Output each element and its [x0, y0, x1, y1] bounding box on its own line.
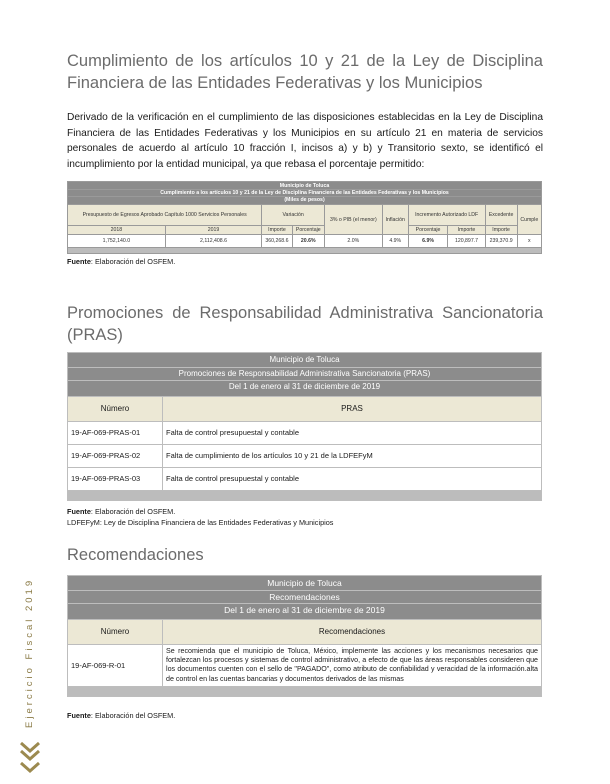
- section-title-pras: Promociones de Responsabilidad Administrativa Sancionatoria (PRAS): [67, 304, 543, 344]
- source-note-3: [67, 711, 175, 720]
- pras-table: [67, 352, 542, 501]
- col-variacion: Variación: [262, 205, 325, 226]
- pras-numero: 19-AF-069-PRAS-03: [68, 467, 163, 490]
- cell-2018: 1,752,140.0: [68, 235, 166, 248]
- pras-texto: Falta de cumplimiento de los artículos 10 y 21 de la LDFEFyM: [163, 444, 542, 467]
- recomendaciones-table: [67, 575, 542, 697]
- col-numero: Número: [68, 396, 163, 421]
- source-label: Fuente: [67, 711, 91, 720]
- source-label: Fuente: [67, 257, 91, 266]
- source-label: Fuente: [67, 507, 91, 516]
- col-excedente: Excedente: [485, 205, 517, 226]
- table-footer-bar: [68, 687, 542, 697]
- chevron-down-icon: [19, 740, 41, 762]
- col-cumple: Cumple: [517, 205, 541, 235]
- table-footer-bar: [68, 490, 542, 500]
- pras-numero: 19-AF-069-PRAS-02: [68, 444, 163, 467]
- col-numero: Número: [68, 619, 163, 644]
- pras-texto: Falta de control presupuestal y contable: [163, 467, 542, 490]
- cell-cumple: x: [517, 235, 541, 248]
- col-var-importe: Importe: [262, 226, 292, 235]
- col-pib: 3% o PIB (el menor): [324, 205, 382, 235]
- cell-excedente: 239,370.9: [485, 235, 517, 248]
- cell-inc-importe: 120,897.7: [448, 235, 485, 248]
- table-title: Municipio de Toluca: [68, 576, 542, 591]
- chevron-down-icon: [19, 760, 41, 782]
- cell-var-importe: 360,268.6: [262, 235, 292, 248]
- abbreviation-note: LDFEFyM: Ley de Disciplina Financiera de las Entidades Federativas y Municipios: [67, 518, 334, 527]
- source-note-1: [67, 257, 175, 266]
- col-var-porcentaje: Porcentaje: [292, 226, 324, 235]
- table-period: Del 1 de enero al 31 de diciembre de 2019: [68, 381, 542, 397]
- cell-pib: 2.0%: [324, 235, 382, 248]
- source-note-2: [67, 507, 175, 516]
- source-text: : Elaboración del OSFEM.: [90, 711, 176, 720]
- pras-texto: Falta de control presupuestal y contable: [163, 421, 542, 444]
- col-inc-importe: Importe: [448, 226, 485, 235]
- cell-var-pct: 20.6%: [292, 235, 324, 248]
- fiscal-year-vertical-label: Ejercicio Fiscal 2019: [24, 577, 35, 728]
- table-period: Del 1 de enero al 31 de diciembre de 2019: [68, 604, 542, 620]
- table-subtitle: Promociones de Responsabilidad Administrativa Sancionatoria (PRAS): [68, 367, 542, 381]
- source-text: : Elaboración del OSFEM.: [90, 257, 176, 266]
- col-presupuesto: Presupuesto de Egresos Aprobado Capítulo 1000 Servicios Personales: [68, 205, 262, 226]
- cell-2019: 2,112,408.6: [165, 235, 262, 248]
- col-inflacion: Inflación: [382, 205, 408, 235]
- cell-inc-pct: 6.9%: [408, 235, 448, 248]
- rec-texto: Se recomienda que el municipio de Toluca, México, implemente las acciones y los mecanismos necesarios que fortalezcan los procesos y sistemas de control administrativo, a efecto de que las áreas responsables consideren que los documentos cuenten con el sello de "PAGADO", como atributo de confiabilidad y veracidad de la información.alta de control en las cuentas bancarias y documentos derivados de las mismas: [163, 644, 542, 687]
- table-title: Municipio de Toluca: [68, 353, 542, 368]
- table-subtitle: Cumplimiento a los artículos 10 y 21 de la Ley de Disciplina Financiera de las Entidades Federativas y los Municipios: [68, 190, 542, 197]
- table-subtitle: Recomendaciones: [68, 590, 542, 604]
- rec-numero: 19-AF-069-R-01: [68, 644, 163, 687]
- intro-paragraph: Derivado de la verificación en el cumplimiento de las disposiciones establecidas en la Ley de Disciplina Financiera de las Entidades Federativas y los Municipios en su artículo 21 en materia de servicios personales de acuerdo al artículo 10 fracción I, incisos a) y b) y Transitorio sexto, se identificó el incumplimiento por la entidad municipal, ya que rebasa el porcentaje permitido:: [67, 112, 543, 170]
- source-text: : Elaboración del OSFEM.: [90, 507, 176, 516]
- table-footer-bar: [68, 248, 542, 254]
- section-title-ldf: Cumplimiento de los artículos 10 y 21 de la Ley de Disciplina Financiera de las Entidades Federativas y los Municipios: [67, 52, 543, 92]
- ldf-compliance-table: [67, 181, 542, 254]
- col-recomendaciones: Recomendaciones: [163, 619, 542, 644]
- pras-numero: 19-AF-069-PRAS-01: [68, 421, 163, 444]
- col-2019: 2019: [165, 226, 262, 235]
- table-units: (Miles de pesos): [68, 197, 542, 205]
- col-incremento: Incremento Autorizado LDF: [408, 205, 485, 226]
- col-exc-importe: Importe: [485, 226, 517, 235]
- col-pras: PRAS: [163, 396, 542, 421]
- cell-inflacion: 4.9%: [382, 235, 408, 248]
- col-inc-porcentaje: Porcentaje: [408, 226, 448, 235]
- col-2018: 2018: [68, 226, 166, 235]
- table-title: Municipio de Toluca: [68, 182, 542, 190]
- section-title-recomendaciones: Recomendaciones: [67, 546, 204, 564]
